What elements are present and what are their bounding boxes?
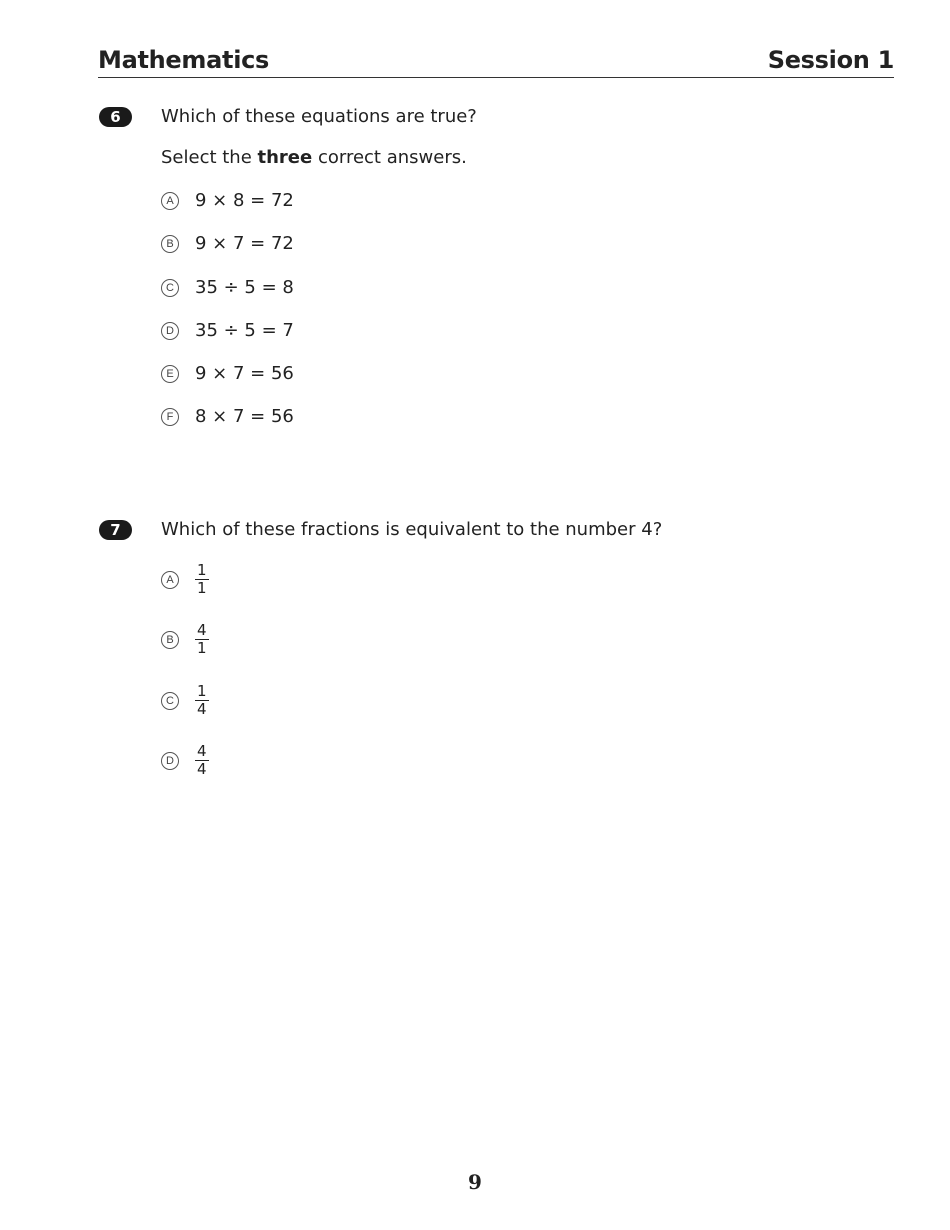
option-letter-bubble[interactable]: C	[161, 692, 179, 710]
option-text: 9 × 7 = 56	[195, 363, 294, 384]
option-letter-bubble[interactable]: E	[161, 365, 179, 383]
answer-option[interactable]	[161, 406, 294, 427]
fraction-numerator: 1	[197, 682, 207, 700]
fraction-denominator: 1	[197, 639, 207, 657]
answer-option[interactable]	[161, 562, 209, 597]
option-letter-bubble[interactable]: A	[161, 192, 179, 210]
answer-option[interactable]	[161, 320, 294, 341]
option-text: 9 × 8 = 72	[195, 190, 294, 211]
fraction-denominator: 4	[197, 700, 207, 718]
answer-option[interactable]	[161, 622, 209, 657]
option-letter-bubble[interactable]: D	[161, 322, 179, 340]
session-title: Session 1	[767, 46, 894, 74]
fraction-numerator: 1	[197, 561, 207, 579]
option-letter-bubble[interactable]: B	[161, 235, 179, 253]
page-number: 9	[468, 1170, 482, 1194]
question-prompt: Which of these fractions is equivalent to the number 4?	[161, 519, 663, 540]
page-header	[98, 44, 894, 78]
option-letter-bubble[interactable]: B	[161, 631, 179, 649]
instruction-emphasis: three	[257, 147, 313, 168]
answer-option[interactable]	[161, 683, 209, 718]
fraction-numerator: 4	[197, 742, 207, 760]
subject-title: Mathematics	[98, 46, 270, 74]
option-letter-bubble[interactable]: F	[161, 408, 179, 426]
option-text: 35 ÷ 5 = 8	[195, 277, 294, 298]
answer-option[interactable]	[161, 233, 294, 254]
fraction	[195, 743, 209, 778]
question-prompt: Which of these equations are true?	[161, 106, 477, 127]
question-instruction: Select the three correct answers.	[161, 147, 467, 168]
option-text: 8 × 7 = 56	[195, 406, 294, 427]
option-text: 35 ÷ 5 = 7	[195, 320, 294, 341]
fraction-denominator: 4	[197, 760, 207, 778]
option-text: 9 × 7 = 72	[195, 233, 294, 254]
question-number-badge: 6	[99, 107, 132, 127]
question-number-badge: 7	[99, 520, 132, 540]
option-letter-bubble[interactable]: C	[161, 279, 179, 297]
fraction	[195, 683, 209, 718]
answer-option[interactable]	[161, 363, 294, 384]
answer-option[interactable]	[161, 277, 294, 298]
option-letter-bubble[interactable]: A	[161, 571, 179, 589]
fraction	[195, 562, 209, 597]
option-letter-bubble[interactable]: D	[161, 752, 179, 770]
fraction-denominator: 1	[197, 579, 207, 597]
fraction	[195, 622, 209, 657]
answer-option[interactable]	[161, 743, 209, 778]
answer-option[interactable]	[161, 190, 294, 211]
fraction-numerator: 4	[197, 621, 207, 639]
